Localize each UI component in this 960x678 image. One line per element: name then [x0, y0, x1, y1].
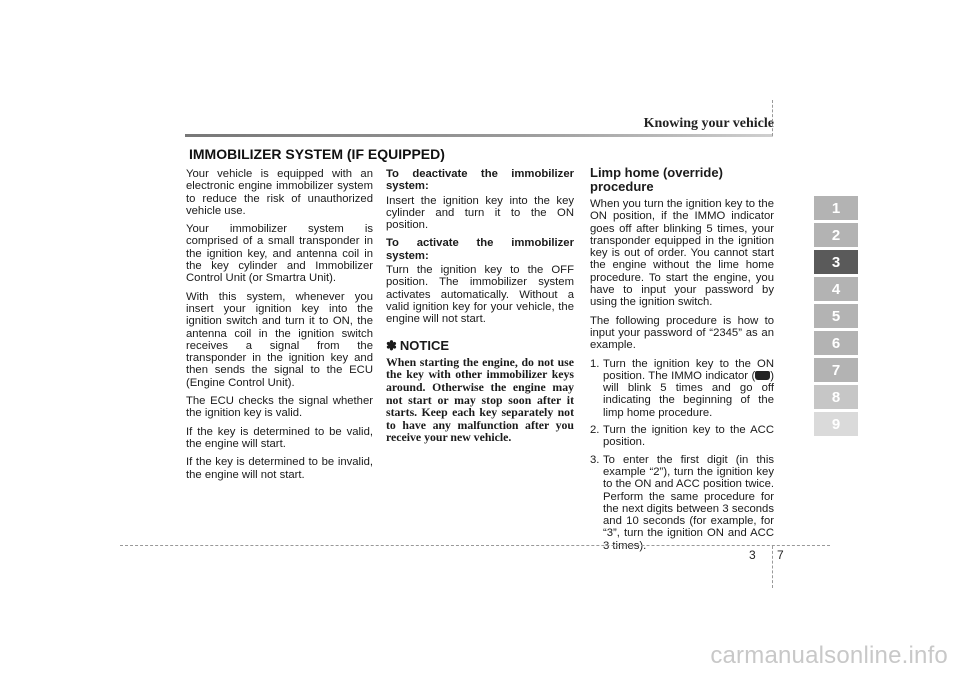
step-number: 1. — [590, 357, 600, 370]
list-item — [590, 454, 774, 552]
footer-rule-vertical — [772, 546, 773, 588]
chapter-tab[interactable]: 4 — [814, 277, 858, 301]
section-title: IMMOBILIZER SYSTEM (IF EQUIPPED) — [189, 146, 445, 162]
page-number: 7 — [777, 548, 784, 562]
list-item — [590, 358, 774, 419]
header-rule — [185, 134, 773, 137]
page-header-title: Knowing your vehicle — [643, 116, 774, 131]
column-activation — [386, 168, 574, 450]
step-text-part: ) will blink 5 times and go off indicating the beginning of the limp home procedure. — [603, 369, 774, 419]
chapter-tab[interactable]: 5 — [814, 304, 858, 328]
notice-heading — [386, 337, 574, 353]
chapter-tab[interactable]: 3 — [814, 250, 858, 274]
step-text: To enter the first digit (in this example “2”), turn the ignition key to the ON and ACC position twice. Perform the same procedure for the next digits between 3 seconds and 10 seconds (for example, for “3”, turn the ignition ON and ACC 3 times). — [603, 453, 774, 552]
chapter-tabs — [814, 196, 858, 439]
chapter-tab[interactable]: 6 — [814, 331, 858, 355]
paragraph: With this system, whenever you insert your ignition key into the ignition switch and turn it to ON, the antenna coil in the ignition switch receives a signal from the transponder in the ignition key and then sends the signal to the ECU (Engine Control Unit). — [186, 290, 373, 389]
paragraph: Your immobilizer system is comprised of a small transponder in the ignition key, and antenna coil in the key cylinder and Immobilizer Control Unit (or Smartra Unit). — [186, 223, 373, 285]
notice-text: When starting the engine, do not use the key with other immobilizer keys around. Otherwise the engine may not start or may stop soon after it starts. Keep each key separately not to have any malfunction after you receive your new vehicle. — [386, 354, 574, 445]
step-number: 2. — [590, 424, 600, 437]
notice-star-icon: ✽ — [386, 337, 397, 353]
chapter-tab[interactable]: 7 — [814, 358, 858, 382]
paragraph: When you turn the ignition key to the ON position, if the IMMO indicator goes off after blinking 5 times, your transponder equipped in the ignition key is out of order. You cannot start the engine without the lime home procedure. To start the engine, you have to input your password by using the ignition switch. — [590, 198, 774, 309]
chapter-tab[interactable]: 9 — [814, 412, 858, 436]
procedure-steps — [590, 358, 774, 552]
chapter-tab[interactable]: 2 — [814, 223, 858, 247]
column-limp-home — [590, 166, 774, 557]
paragraph: The ECU checks the signal whether the ignition key is valid. — [186, 395, 373, 420]
step-text-part: Turn the ignition key to the ON position. The IMMO indicator ( — [603, 357, 774, 382]
paragraph: If the key is determined to be invalid, the engine will not start. — [186, 456, 373, 481]
list-item — [590, 424, 774, 449]
step-text: Turn the ignition key to the ACC position. — [603, 424, 774, 449]
deactivate-heading: To deactivate the immobilizer system: — [386, 168, 574, 193]
footer-rule — [120, 545, 830, 546]
page-chapter-number: 3 — [749, 548, 756, 562]
paragraph: The following procedure is how to input your password of “2345” as an example. — [590, 314, 774, 352]
paragraph: Your vehicle is equipped with an electronic engine immobilizer system to reduce the risk of unauthorized vehicle use. — [186, 168, 373, 217]
notice-title: NOTICE — [399, 337, 450, 353]
limp-home-heading: Limp home (override) procedure — [590, 165, 723, 194]
immo-indicator-icon — [755, 371, 770, 380]
chapter-tab[interactable]: 8 — [814, 385, 858, 409]
step-number: 3. — [590, 453, 600, 466]
deactivate-text: Insert the ignition key into the key cylinder and turn it to the ON position. — [386, 194, 574, 232]
chapter-tab[interactable]: 1 — [814, 196, 858, 220]
watermark: carmanualsonline.info — [710, 642, 948, 669]
header-rule-vertical — [772, 100, 774, 136]
paragraph: If the key is determined to be valid, the engine will start. — [186, 425, 373, 450]
activate-heading: To activate the immobilizer system: — [386, 237, 574, 262]
column-intro — [186, 168, 373, 487]
step-text — [603, 358, 774, 419]
activate-text: Turn the ignition key to the OFF position. The immobilizer system activates automatically. Without a valid ignition key for your vehicle, the engine will not start. — [386, 264, 574, 326]
